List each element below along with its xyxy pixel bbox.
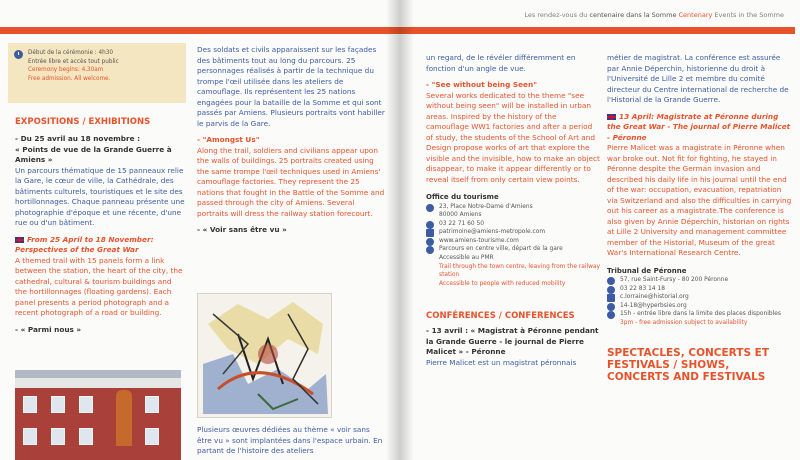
running-head: Les rendez-vous du centenaire dans la Somme Centenary Events in the Somme	[524, 11, 784, 19]
see-unseen-body: Several works dedicated to the theme "see without being seen" will be installed in urban areas. Inspired by the history of the camouflage WW1 factories and after a period of study, the students of the School of Art and Design propose works of art that explore the visible and the invisible, how to make an object disappear, to make it appear differently or to reveal itself from only certain view points.	[426, 90, 600, 184]
right-page	[400, 0, 800, 460]
left-column-2	[197, 45, 385, 236]
conference-fr-body: Pierre Malicet est un magistrat péronnais	[426, 357, 577, 367]
office-trail: Parcours en centre ville, départ de la gare Accessible au PMR Trail through the town centre, leaving from the railway station Accessible to people with reduced mobility	[426, 245, 601, 288]
voir-sans-etre-vu-body: Plusieurs œuvres dédiées au thème « voir sans être vu » sont implantées dans l'espace urbain. En partant de l'histoire des ateliers	[197, 425, 383, 455]
soldier-portrait	[116, 390, 132, 446]
exhibition-fr-date: - Du 25 avril au 18 novembre :	[15, 134, 140, 143]
office-title: Office du tourisme	[426, 193, 499, 201]
right-column-2	[607, 53, 792, 383]
tribunal-phone: 03 22 83 14 18	[607, 285, 792, 294]
accessibility-icon	[426, 246, 434, 254]
left-column-1	[15, 117, 185, 335]
exhibitions-heading: EXPOSITIONS / EXHIBITIONS	[15, 117, 151, 127]
right-top-bar	[400, 27, 795, 34]
tribunal-hours: 15h - entrée libre dans la limite des places disponibles 3pm - free admission subject to availability	[607, 310, 792, 327]
building-photo	[15, 370, 181, 460]
uk-flag-icon	[607, 114, 616, 120]
infobox-line4: Free admission. All welcome.	[28, 76, 111, 83]
office-phone: 03 22 71 60 50	[426, 220, 601, 229]
office-address: 23, Place Notre-Dame d'Amiens 80000 Amiens	[426, 203, 601, 220]
tribunal-website: 14-18@hyperbsies.org	[607, 302, 792, 311]
tribunal-address: 57, rue Saint-Fursy - 80 200 Péronne	[607, 276, 792, 285]
left-top-bar	[0, 27, 400, 34]
exhibition-fr-title: « Points de vue de la Grande Guerre à Amiens »	[15, 144, 172, 164]
amongst-us-body: Along the trail, soldiers and civilians appear upon the walls of buildings. 25 portraits created using the same trompe l'œil techniques used in Amiens' camouflage factories. They represent the 25 nations that fought in the Battle of the Somme and passed through the city of Amiens. Several portraits will dress the railway station forecourt.	[197, 145, 385, 218]
exhibition-en-body: A themed trail with 15 panels form a link between the station, the heart of the city, the cathedral, cultural & tourism buildings and the hortillonnages (floating gardens). Each panel presents a period photograph and a recent photograph of a road or building.	[15, 255, 183, 317]
clock-icon	[607, 311, 615, 319]
voir-sans-etre-vu-artwork	[197, 293, 332, 418]
infobox-line2: Entrée libre et accès tout public	[28, 58, 119, 65]
see-unseen-heading: - "See without being Seen"	[426, 80, 538, 89]
exhibition-en-title: From 25 April to 18 November: Perspectives of the Great War	[15, 234, 154, 254]
spectacles-heading: SPECTACLES, CONCERTS ET FESTIVALS / SHOWS, CONCERTS AND FESTIVALS	[607, 346, 770, 383]
infobox-line1: Début de la cérémonie : 4h30	[28, 50, 113, 56]
amongst-us-heading: - "Amongst Us"	[197, 135, 260, 144]
ceremony-infobox	[8, 43, 186, 103]
see-unseen-fr-tail: un regard, de le révéler différemment en fonction d'un angle de vue.	[426, 53, 576, 73]
tribunal-title: Tribunal de Péronne	[607, 266, 687, 275]
conference-fr-tail: métier de magistrat. La conférence est assurée par Annie Déperchin, historienne du droit à l'Université de Lille 2 et membre du comité directeur du Centre international de recherche de l'Historial de la Grande Guerre.	[607, 53, 789, 104]
office-email: patrimoine@amiens-metropole.com	[426, 228, 601, 237]
conferences-heading: CONFÉRENCES / CONFERENCES	[426, 311, 575, 322]
conference-fr-title: - 13 avril : « Magistrat à Péronne pendant la Grande Guerre - le journal de Pierre Malicet » - Péronne	[426, 326, 599, 357]
right-column-1	[426, 53, 601, 368]
left-column-2-bottom	[197, 425, 385, 457]
location-icon	[426, 204, 434, 212]
conference-en-title: 13 April: Magistrate at Péronne during the Great War - The journal of Pierre Malicet - Péronne	[607, 111, 791, 142]
infobox-line3: Ceremony begins: 4.30am	[28, 67, 104, 74]
tribunal-email: c.lorraine@historial.org	[607, 293, 792, 302]
voir-sans-etre-vu-heading: - « Voir sans être vu »	[197, 225, 287, 234]
conference-en-body: Pierre Malicet was a magistrate in Péronne when war broke out. Not fit for fighting, he stayed in Péronne despite the German invasion and described his daily life in his journal until the end of the war: occupation, evacuation, repatriation via Switzerland and also the difficulties in carrying out his career as a magistrate.The conference is also given by Annie Déperchin, historian on rights at Lille 2 University and management committee member of the Historial, Museum of the great War's International Research Centre.	[607, 143, 792, 257]
parmi-nous-heading: - « Parmi nous »	[15, 324, 82, 334]
uk-flag-icon	[15, 237, 24, 243]
clock-icon	[14, 50, 23, 59]
parmi-nous-body: Des soldats et civils apparaissent sur les façades des bâtiments tout au long du parcours. 25 personnages réalisés à partir de la technique du trompe l'œil utilisée dans les ateliers de camouflage. Ils représentent les 25 nations engagées pour la bataille de la Somme et qui sont passés par Amiens. Plusieurs portraits vont habiller le parvis de la Gare.	[197, 45, 385, 128]
office-website: www.amiens-tourisme.com	[426, 237, 601, 246]
exhibition-fr-body: Un parcours thématique de 15 panneaux relie la Gare, le cœur de ville, la Cathédrale, des bâtiments culturels, touristiques et le site des hortillonnages. Chaque panneau présente une photographie d'époque et une récente, d'une rue ou d'un bâtiment.	[15, 165, 185, 227]
